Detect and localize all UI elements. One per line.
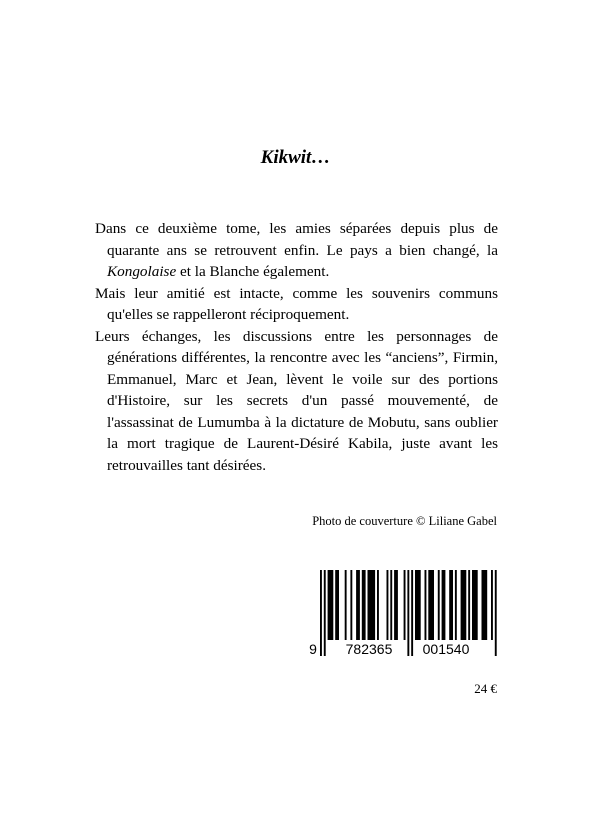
barcode-digits-left: 782365 (345, 641, 393, 657)
barcode-bar (491, 570, 493, 640)
barcode-guard-bar (411, 570, 413, 656)
barcode-bar (415, 570, 421, 640)
blurb-paragraph-1-text: Dans ce deuxième tome, les amies séparées depuis plus de quarante ans se retrouvent enfin. Le pays a bien changé, la (95, 220, 498, 259)
barcode-bar (390, 570, 392, 640)
barcode-bar (438, 570, 440, 640)
barcode-guard-bar (407, 570, 409, 656)
barcode-bar (461, 570, 467, 640)
blurb-paragraph-1 (95, 218, 498, 283)
barcode-bar (404, 570, 406, 640)
barcode-bar (482, 570, 488, 640)
barcode-bar (455, 570, 457, 640)
barcode-guard-bar (320, 570, 322, 656)
barcode-bar (345, 570, 347, 640)
barcode-digits-right: 001540 (422, 641, 470, 657)
blurb-paragraph-2: Mais leur amitié est intacte, comme les souvenirs communs qu'elles se rappelleront réciproquement. (95, 284, 498, 323)
blurb-paragraph-3: Leurs échanges, les discussions entre les personnages de générations différentes, la rencontre avec les “anciens”, Firmin, Emmanuel, Marc et Jean, lèvent le voile sur des portions d'Histoire, sur les secrets d'un passé mouvementé, de l'assassinat de Lumumba à la dictature de Mobutu, sans oublier la mort tragique de Laurent-Désiré Kabila, juste avant les retrouvailles tant désirées. (95, 327, 498, 474)
blurb-paragraph-1-end: et la Blanche également. (176, 263, 330, 280)
isbn-barcode (306, 566, 498, 666)
barcode-bar (394, 570, 398, 640)
barcode-bar (468, 570, 470, 640)
barcode-digit-first: 9 (309, 641, 317, 657)
barcode-bar (449, 570, 453, 640)
barcode-bar (387, 570, 389, 640)
barcode-guard-bar (324, 570, 326, 656)
barcode-bar (335, 570, 339, 640)
blurb-italic-kongolaise: Kongolaise (107, 263, 177, 280)
barcode-bar (472, 570, 478, 640)
barcode-bar (425, 570, 427, 640)
barcode-guard-bar (495, 570, 497, 656)
barcode-bar (356, 570, 360, 640)
barcode-bar (368, 570, 376, 640)
book-title: Kikwit… (260, 147, 331, 168)
back-cover-blurb (95, 218, 498, 476)
barcode-bar (377, 570, 379, 640)
barcode-bar (442, 570, 446, 640)
barcode-bar (328, 570, 334, 640)
price-label: 24 € (474, 681, 497, 696)
barcode-bar (350, 570, 352, 640)
photo-credit: Photo de couverture © Liliane Gabel (312, 514, 497, 528)
barcode-bar (362, 570, 366, 640)
barcode-bar (428, 570, 434, 640)
